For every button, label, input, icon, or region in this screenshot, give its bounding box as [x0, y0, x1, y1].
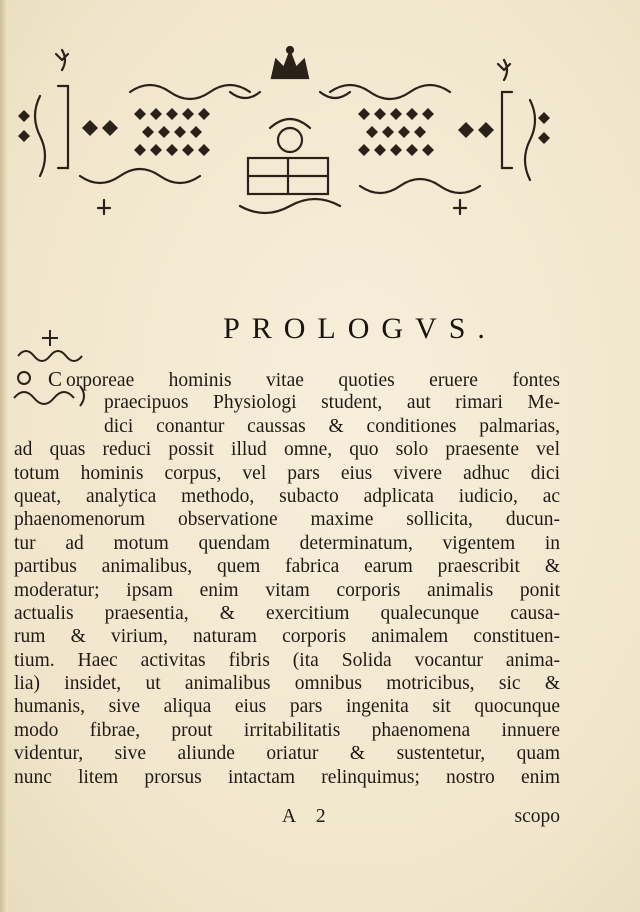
text-line: queat, analytica methodo, subacto adplicata iudicio, ac [14, 485, 560, 507]
text-line: praecipuos Physiologi student, aut rimari Me- [104, 392, 560, 414]
page-title: PROLOGVS. [223, 312, 497, 346]
text-line: modo fibrae, prout irritabilitatis phaenomena innuere [14, 719, 560, 741]
text-line: actualis praesentia, & exercitium qualecunque causa- [14, 602, 560, 624]
text-line: totum hominis corpus, vel pars eius vivere adhuc dici [14, 462, 560, 484]
body-text [14, 368, 560, 789]
right-lattice-panel [358, 108, 434, 156]
text-line: nunc litem prorsus intactam relinquimus; nostro enim [14, 766, 560, 788]
right-side-rosettes [458, 112, 550, 144]
initial-letter: C [48, 367, 63, 391]
text-line: partibus animalibus, quem fabrica earum praescribit & [14, 556, 560, 578]
text-line: tium. Haec activitas fibris (ita Solida vocantur anima- [14, 649, 560, 671]
crown-ornament [272, 47, 308, 78]
text-line: moderatur; ipsam enim vitam corporis animalis ponit [14, 579, 560, 601]
text-line: C orporeae hominis vitae quoties eruere fontes [48, 367, 560, 391]
text-line: tur ad motum quendam determinatum, vigentem in [14, 532, 560, 554]
text-line: videntur, sive aliunde oriatur & sustentetur, quam [14, 743, 560, 765]
text-line: phaenomenorum observatione maxime sollicita, ducun- [14, 509, 560, 531]
left-lattice-panel [134, 108, 210, 156]
text-line: humanis, sive aliqua eius pars ingenita sit quocunque [14, 696, 560, 718]
text-line: dici conantur caussas & conditiones palmarias, [104, 415, 560, 437]
text-line: lia) insidet, ut animalibus omnibus motricibus, sic & [14, 673, 560, 695]
catchword: scopo [514, 806, 560, 827]
signature-mark: A 2 [282, 806, 334, 827]
page-footer [14, 806, 560, 832]
text-line: rum & virium, naturam corporis animalem constituen- [14, 626, 560, 648]
ornamental-headpiece [0, 0, 640, 240]
text-line: ad quas reduci possit illud omne, quo solo praesente vel [14, 439, 560, 461]
